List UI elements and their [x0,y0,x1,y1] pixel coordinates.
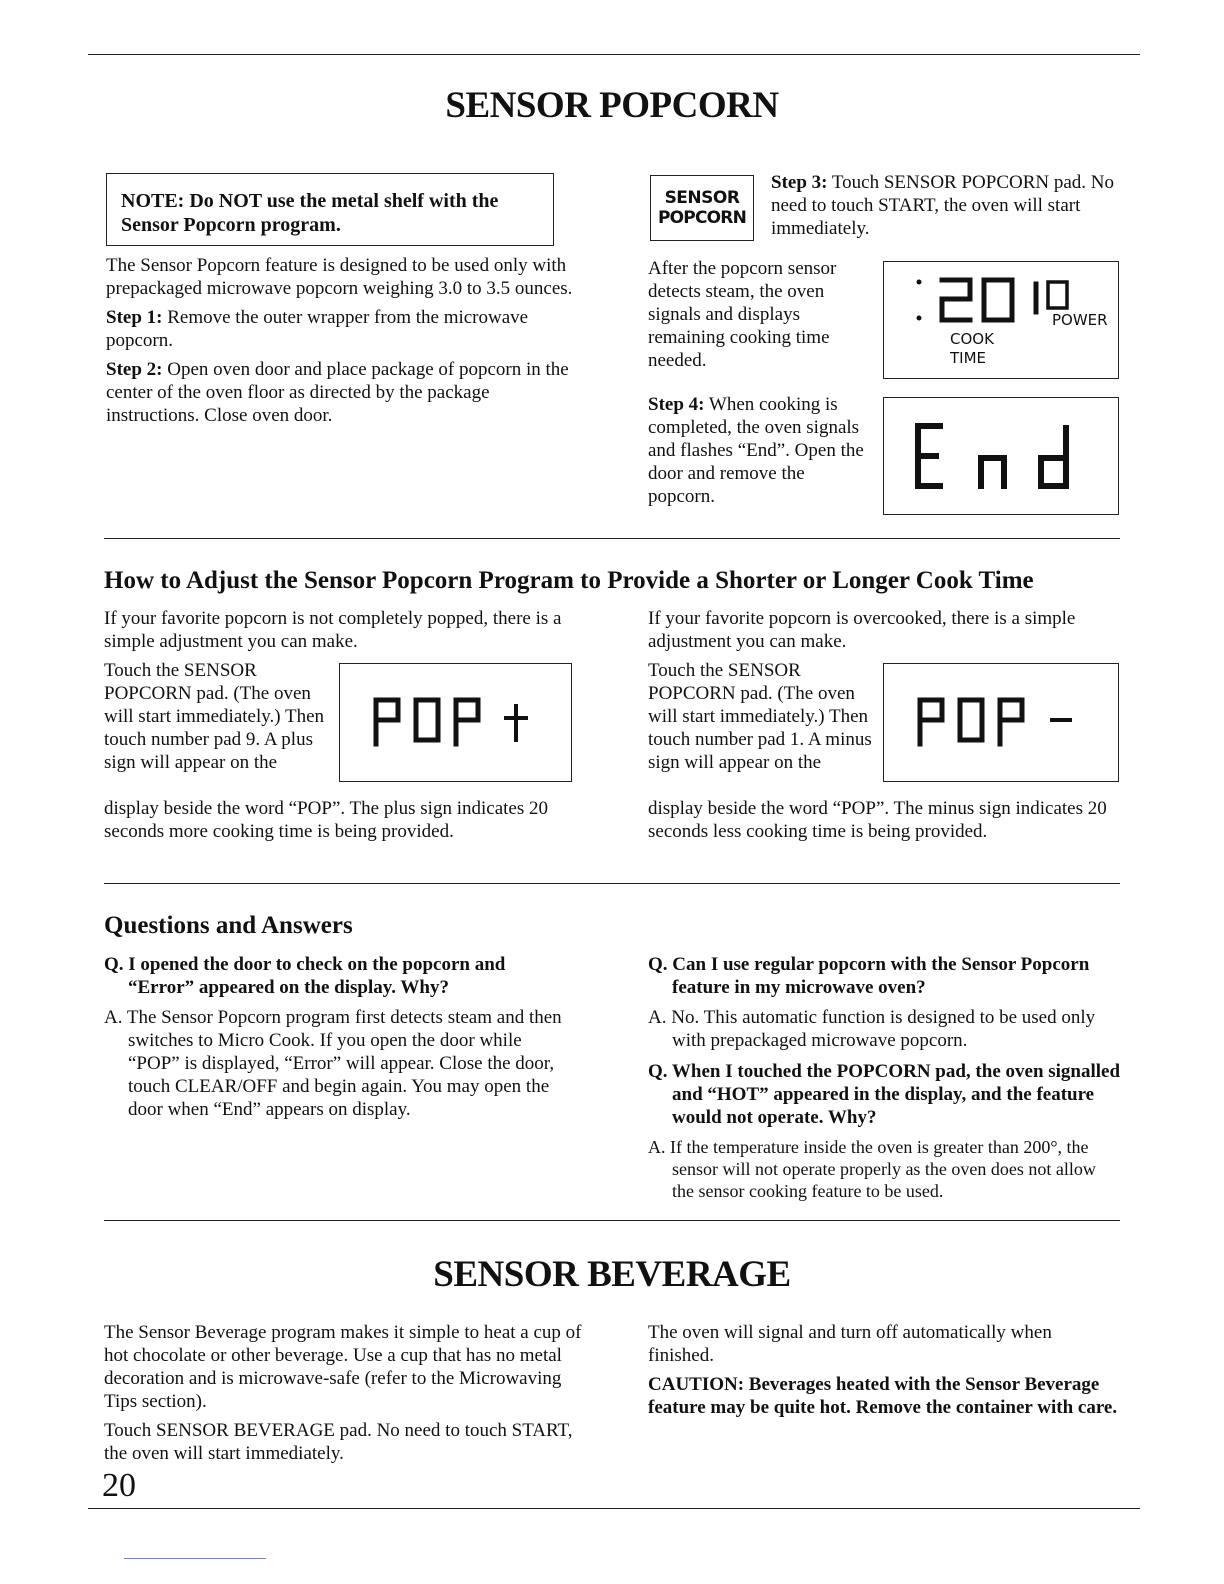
section-rule-3 [104,1220,1120,1221]
step-3 [771,171,1131,240]
question-3: Q. When I touched the POPCORN pad, the oven signalled and “HOT” appeared in the display, and the feature would not operate. Why? [648,1061,1121,1128]
step-4 [648,393,876,508]
pop-plus-segments [340,664,570,780]
beverage-left-column [104,1321,584,1471]
end-display [883,397,1119,515]
scan-mark [124,1558,266,1559]
pop-minus-segments [884,664,1117,780]
step-2 [106,358,576,427]
power-label: POWER [1052,311,1108,329]
pop-minus-display [883,663,1119,782]
step-1 [106,306,576,352]
step-4-text: When cooking is completed, the oven signals and flashes “End”. Open the door and remove the popcorn. [648,394,864,507]
step-1-label: Step 1: [106,307,163,328]
qa-right-column [648,953,1122,1210]
adjust-right-intro: If your favorite popcorn is overcooked, there is a simple adjustment you can make. [648,608,1076,652]
sensor-popcorn-pad-icon [650,175,754,241]
adjust-left-touch: Touch the SENSOR POPCORN pad. (The oven will start immediately.) Then touch number pad 9. A plus sign will appear on the [104,660,325,773]
after-steam-text: After the popcorn sensor detects steam, the oven signals and displays remaining cooking time needed. [648,258,837,371]
step-1-text: Remove the outer wrapper from the microwave popcorn. [106,307,529,351]
adjust-right-touch: Touch the SENSOR POPCORN pad. (The oven will start immediately.) Then touch number pad 1. A minus sign will appear on the [648,660,872,773]
cook-time-display [883,261,1119,379]
qa-heading: Questions and Answers [104,912,353,939]
cook-label: COOK [950,330,994,348]
step-4-label: Step 4: [648,394,705,415]
qa-left-column [104,953,574,1129]
note-box [106,173,554,246]
section-rule-2 [104,883,1120,884]
adjust-heading: How to Adjust the Sensor Popcorn Program to Provide a Shorter or Longer Cook Time [104,567,1034,594]
answer-1: A. The Sensor Popcorn program first detects steam and then switches to Micro Cook. If you open the door while “POP” is displayed, “Error” will appear. Close the door, touch CLEAR/OFF and begin again. You may open the door when “End” appears on display. [104,1007,562,1120]
beverage-right-column [648,1321,1122,1425]
popcorn-left-column [106,254,576,433]
pop-plus-display [339,663,572,782]
popcorn-intro: The Sensor Popcorn feature is designed to be used only with prepackaged microwave popcorn weighing 3.0 to 3.5 ounces. [106,255,573,299]
adjust-right-rest: display beside the word “POP”. The minus sign indicates 20 seconds less cooking time is being provided. [648,798,1107,842]
question-2: Q. Can I use regular popcorn with the Sensor Popcorn feature in my microwave oven? [648,954,1090,998]
sensor-popcorn-title: SENSOR POPCORN [445,85,779,126]
step-2-label: Step 2: [106,359,163,380]
step-3-text: Touch SENSOR POPCORN pad. No need to touch START, the oven will start immediately. [771,172,1115,239]
page-number: 20 [102,1467,136,1504]
beverage-left-p2: Touch SENSOR BEVERAGE pad. No need to touch START, the oven will start immediately. [104,1420,573,1464]
pad-line-1: SENSOR [664,188,740,208]
bottom-rule [88,1508,1140,1509]
pad-line-2: POPCORN [657,208,747,228]
section-rule-1 [104,538,1120,539]
sensor-beverage-title: SENSOR BEVERAGE [433,1254,791,1295]
adjust-left-rest: display beside the word “POP”. The plus sign indicates 20 seconds more cooking time is being provided. [104,798,548,842]
beverage-right-p1: The oven will signal and turn off automatically when finished. [648,1322,1052,1366]
adjust-left-intro: If your favorite popcorn is not completely popped, there is a simple adjustment you can make. [104,608,562,652]
question-1: Q. I opened the door to check on the popcorn and “Error” appeared on the display. Why? [104,954,506,998]
end-segments [884,398,1117,513]
step-2-text: Open oven door and place package of popcorn in the center of the oven floor as directed by the package instructions. Close oven door. [106,359,569,426]
beverage-left-p1: The Sensor Beverage program makes it simple to heat a cup of hot chocolate or other beverage. Use a cup that has no metal decoration and is microwave-safe (refer to the Microwaving Tips section). [104,1322,582,1412]
answer-2: A. No. This automatic function is designed to be used only with prepackaged microwave popcorn. [648,1007,1096,1051]
top-rule [88,54,1140,55]
beverage-caution: CAUTION: Beverages heated with the Sensor Beverage feature may be quite hot. Remove the container with care. [648,1374,1118,1418]
note-text: NOTE: Do NOT use the metal shelf with the Sensor Popcorn program. [121,190,499,236]
time-label: TIME [950,349,987,367]
answer-3: A. If the temperature inside the oven is greater than 200°, the sensor will not operate properly as the oven does not allow the sensor cooking feature to be used. [648,1137,1096,1201]
step-3-label: Step 3: [771,172,828,193]
